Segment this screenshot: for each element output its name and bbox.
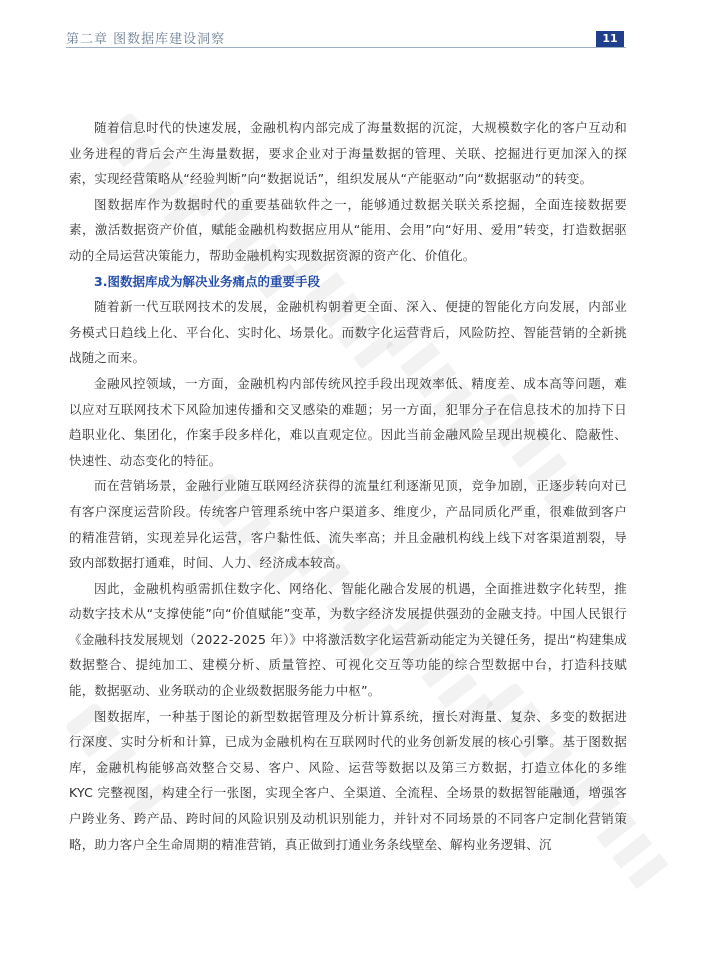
body-paragraph: 随着新一代互联网技术的发展，金融机构朝着更全面、深入、便捷的智能化方向发展，内部业务模式日趋线上化、平台化、实时化、场景化。而数字化运营背后，风险防控、智能营销的全新挑战随之而来。 — [69, 299, 627, 366]
body-paragraph: 随着信息时代的快速发展，金融机构内部完成了海量数据的沉淀，大规模数字化的客户互动和业务进程的背后会产生海量数据，要求企业对于海量数据的管理、关联、挖掘进行更加深入的探索，实现经营策略从“经验判断”向“数据说话”，组织发展从“产能驱动”向“数据驱动”的转变。 — [69, 120, 627, 187]
body-paragraph: 图数据库作为数据时代的重要基础软件之一，能够通过数据关联关系挖掘，全面连接数据要素，激活数据资产价值，赋能金融机构数据应用从“能用、会用”向“好用、爱用”转变，打造数据驱动的全局运营决策能力，帮助金融机构实现数据资源的资产化、价值化。 — [69, 196, 627, 263]
document-body — [69, 115, 627, 857]
body-paragraph: 金融风控领域，一方面，金融机构内部传统风控手段出现效率低、精度差、成本高等问题，难以应对互联网技术下风险加速传播和交叉感染的难题；另一方面，犯罪分子在信息技术的加持下日趋职业化、集团化，作案手段多样化，难以直观定位。因此当前金融风险呈现出规模化、隐蔽性、快速性、动态变化的特征。 — [69, 375, 627, 468]
body-paragraph: 图数据库，一种基于图论的新型数据管理及分析计算系统，擅长对海量、复杂、多变的数据进行深度、实时分析和计算，已成为金融机构在互联网时代的业务创新发展的核心引擎。基于图数据库，金融机构能够高效整合交易、客户、风险、运营等数据以及第三方数据，打造立体化的多维 KYC 完整视图，构建全行一张图，实现全客户、全渠道、全流程、全场景的数据智能融通，增强客户跨业务、跨产品、跨时间的风险识别及动机识别能力，并针对不同场景的不同客户定制化营销策略，助力客户全生命周期的精准营销，真正做到打通业务条线壁垒、解构业务逻辑、沉 — [69, 708, 627, 852]
chapter-title: 第二章 图数据库建设洞察 — [66, 32, 226, 47]
body-paragraph: 因此，金融机构亟需抓住数字化、网络化、智能化融合发展的机遇，全面推进数字化转型，推动数字技术从“支撑使能”向“价值赋能”变革，为数字经济发展提供强劲的金融支持。中国人民银行《金融科技发展规划（2022-2025 年）》中将激活数字化运营新动能定为关键任务，提出“构建集成数据整合、提纯加工、建模分析、质量管控、可视化交互等功能的综合型数据中台，打造科技赋能，数据驱动、业务联动的企业级数据服务能力中枢”。 — [69, 580, 627, 699]
page-number-badge: 11 — [596, 31, 624, 47]
section-heading: 3.图数据库成为解决业务痛点的重要手段 — [94, 273, 320, 289]
header-divider — [66, 47, 626, 48]
body-paragraph: 而在营销场景，金融行业随互联网经济获得的流量红利逐渐见顶，竞争加剧，正逐步转向对已有客户深度运营阶段。传统客户管理系统中客户渠道多、维度少，产品同质化严重，很难做到客户的精准营销，实现差异化运营，客户黏性低、流失率高；并且金融机构线上线下对客渠道割裂，导致内部数据打通难，时间、人力、经济成本较高。 — [69, 478, 627, 571]
page-header — [0, 0, 710, 52]
